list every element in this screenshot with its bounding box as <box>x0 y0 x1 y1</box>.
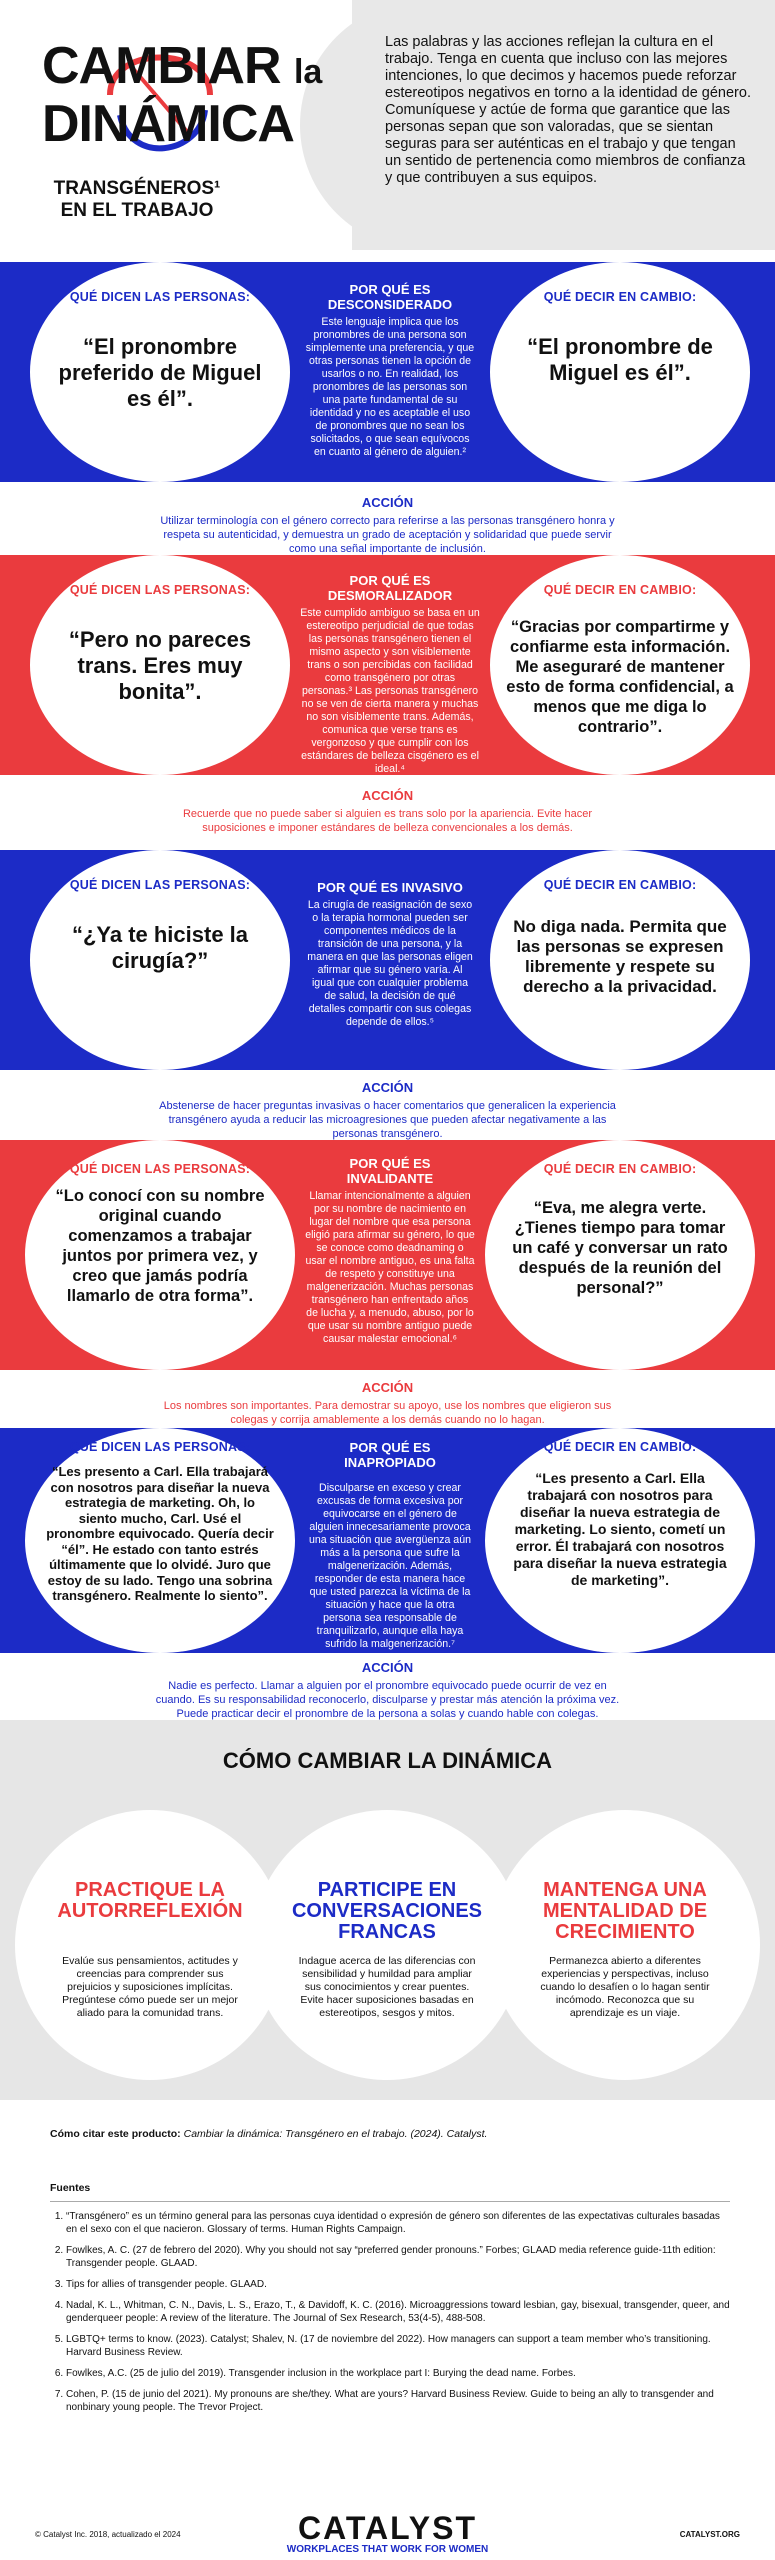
section-3-left-label: QUÉ DICEN LAS PERSONAS: <box>69 878 251 892</box>
source-item[interactable]: 4. Nadal, K. L., Whitman, C. N., Davis, L. S., Erazo, T., & Davidoff, K. C. (2016). Microaggressions toward lesbian, gay, bisexual, transgender, queer, and genderqueer people: A review of the literature. The Journal of Sex Research, 53(4-5), 488-508. <box>66 2299 730 2325</box>
how-card-3-title: MANTENGA UNA MENTALIDAD DE CRECIMIENTO <box>542 1879 708 1943</box>
section-5-right-label: QUÉ DECIR EN CAMBIO: <box>543 1440 697 1454</box>
section-2-left <box>45 583 275 705</box>
source-item[interactable]: 7. Cohen, P. (15 de junio del 2021). My pronouns are she/they. What are yours? Harvard Business Review. Guide to being an ally to transgender and nonbinary young people. The Trevor Project. <box>66 2388 730 2414</box>
section-3-mid-head: POR QUÉ ES INVASIVO <box>317 880 463 895</box>
section-1-mid-head: POR QUÉ ES DESCONSIDERADO <box>327 282 453 312</box>
section-1-right-quote: “El pronombre de Miguel es él”. <box>527 334 713 385</box>
page-title <box>42 37 323 153</box>
section-5-right <box>505 1440 735 1589</box>
section-5-mid-text: Disculparse en exceso y crear excusas de forma excesiva por equivocarse en el género de alguien innecesariamente provoca una situación que avergüenza aún más a la persona que sufre la malgenerización. Además, responder de esta manera hace que usted parezca la víctima de la situación y hace que la otra persona sea responsable de tranquilizarlo, aunque ella haya sufrido la malgenerización.⁷ <box>309 1482 471 1650</box>
section-5-mid-head: POR QUÉ ES INAPROPIADO <box>344 1440 436 1470</box>
section-5-left-label: QUÉ DICEN LAS PERSONAS: <box>69 1440 251 1454</box>
section-2 <box>0 555 775 775</box>
sources-head: Fuentes <box>50 2182 91 2194</box>
site-link[interactable]: CATALYST.ORG <box>679 2530 740 2539</box>
footer <box>0 2510 775 2560</box>
section-3-right-quote: No diga nada. Permita que las personas se expresen libremente y respete su derecho a la privacidad. <box>513 917 727 996</box>
header <box>0 0 775 250</box>
section-4-mid <box>305 1156 475 1346</box>
section-2-accion-text: Recuerde que no puede saber si alguien es trans solo por la apariencia. Evite hacer suposiciones e imponer estándares de belleza convencionales a los demás. <box>182 808 593 834</box>
how-card-2-title: PARTICIPE EN CONVERSACIONES FRANCAS <box>291 1879 483 1943</box>
section-4-mid-text: Llamar intencionalmente a alguien por su nombre de nacimiento en lugar del nombre que esa persona eligió para afirmar su género, lo que se conoce como deadnaming o usar el nombre antiguo, es una falta de respeto y constituye una malgenerización. Muchas personas transgénero han enfrentado años de lucha y, a menudo, abuso, por lo que usar su nombre antiguo puede causar malestar emocional.⁶ <box>305 1190 475 1345</box>
how-card-3-text: Permanezca abierto a diferentes experiencias y perspectivas, incluso cuando lo desafíen o lo hagan sentir incómodo. Reconozca que su aprendizaje es un viaje. <box>540 1955 710 2019</box>
section-2-right-label: QUÉ DECIR EN CAMBIO: <box>543 583 697 597</box>
how-card-2 <box>252 1810 522 2080</box>
intro-text: Las palabras y las acciones reflejan la cultura en el trabajo. Tenga en cuenta que incluso con las mejores intenciones, lo que decimos y hacemos puede reforzar estereotipos negativos en torno a la identidad de género. Comuníquese y actúe de forma que garantice que las personas sepan que son valoradas, que se sientan seguras para ser auténticas en el trabajo y que tengan un sentido de pertenencia como miembros de confianza y que contribuyen a sus equipos. <box>385 34 751 186</box>
section-3-accion <box>0 1080 775 1141</box>
section-5-mid <box>305 1440 475 1651</box>
section-2-left-label: QUÉ DICEN LAS PERSONAS: <box>69 583 251 597</box>
section-1-accion-head: ACCIÓN <box>361 495 414 510</box>
page-subtitle: TRANSGÉNEROS¹ EN EL TRABAJO <box>53 178 221 221</box>
section-1-mid-text: Este lenguaje implica que los pronombres de una persona son simplemente una preferencia, y que otras personas tienen la opción de usarlos o no. En realidad, los pronombres de las personas son una parte fundamental de su identidad y no es aceptable el uso de pronombres que no sean los solicitados, o que sean equívocos en cuanto al género de alguien.² <box>305 316 475 458</box>
section-3-right-label: QUÉ DECIR EN CAMBIO: <box>543 878 697 892</box>
section-1-left <box>45 290 275 412</box>
source-item[interactable]: 5. LGBTQ+ terms to know. (2023). Catalyst; Shalev, N. (17 de noviembre del 2022). How managers can support a team member who’s transitioning. Harvard Business Review. <box>66 2333 730 2359</box>
section-1-right <box>505 290 735 386</box>
section-3 <box>0 850 775 1070</box>
section-4-accion-head: ACCIÓN <box>361 1380 414 1395</box>
citation-text: Cambiar la dinámica: Transgénero en el trabajo. (2024). Catalyst. <box>183 2128 488 2140</box>
how-to-change-section <box>0 1720 775 2100</box>
title-line2: DINÁMICA <box>42 95 294 153</box>
section-2-accion <box>0 788 775 835</box>
section-2-right <box>505 583 735 737</box>
source-item[interactable]: 2. Fowlkes, A. C. (27 de febrero del 2020). Why you should not say “preferred gender pronouns.” Forbes; GLAAD media reference guide-11th edition: Transgender people. GLAAD. <box>66 2244 730 2270</box>
sources <box>50 2182 730 2422</box>
section-3-right <box>505 878 735 997</box>
section-4 <box>0 1140 775 1370</box>
how-card-2-text: Indague acerca de las diferencias con sensibilidad y humildad para ampliar sus conocimientos y crear puentes. Evite hacer suposiciones basadas en estereotipos, sesgos y mitos. <box>298 1955 476 2019</box>
section-1-mid <box>305 282 475 459</box>
section-5-left <box>45 1440 275 1604</box>
section-4-left-quote: “Lo conocí con su nombre original cuando comenzamos a trabajar juntos por primera vez, y creo que jamás podría llamarlo de otra forma”. <box>55 1187 265 1305</box>
section-2-left-quote: “Pero no pareces trans. Eres muy bonita”. <box>68 627 252 704</box>
copyright: © Catalyst Inc. 2018, actualizado el 2024 <box>35 2530 181 2539</box>
section-5-accion <box>0 1660 775 1721</box>
how-card-1 <box>15 1810 285 2080</box>
section-1-left-label: QUÉ DICEN LAS PERSONAS: <box>69 290 251 304</box>
section-2-mid-head: POR QUÉ ES DESMORALIZADOR <box>327 573 453 603</box>
section-3-accion-text: Abstenerse de hacer preguntas invasivas o hacer comentarios que generalicen la experiencia transgénero ayuda a reducir las microagresiones que pueden afectar negativamente a las personas transgénero. <box>159 1100 616 1140</box>
source-item[interactable]: 6. Fowlkes, A.C. (25 de julio del 2019). Transgender inclusion in the workplace part I: Burying the dead name. Forbes. <box>66 2367 730 2380</box>
section-5-accion-text: Nadie es perfecto. Llamar a alguien por el pronombre equivocado puede ocurrir de vez en cuando. Es su responsabilidad reconocerlo, disculparse y prestar más atención la próxima vez. Puede practicar decir el pronombre de la persona a solas y cuando hable con colegas. <box>155 1680 620 1720</box>
section-3-left-quote: “¿Ya te hiciste la cirugía?” <box>71 922 249 973</box>
section-4-right-label: QUÉ DECIR EN CAMBIO: <box>543 1162 697 1176</box>
section-2-mid-text: Este cumplido ambiguo se basa en un estereotipo perjudicial de que todas las personas transgénero tienen el mismo aspecto y son visiblemente trans o son percibidas con facilidad como transgénero por otras personas.³ Las personas transgénero no se ven de cierta manera y muchas no son visiblemente trans. Además, comunica que verse trans es vergonzoso y que cumplir con los estándares de belleza cisgénero es el ideal.⁴ <box>300 607 480 775</box>
source-item[interactable]: 3. Tips for allies of transgender people. GLAAD. <box>66 2278 730 2291</box>
title-line1: CAMBIAR <box>42 37 281 95</box>
catalyst-logo[interactable]: CATALYST <box>298 2510 477 2546</box>
section-3-left <box>45 878 275 974</box>
how-card-3 <box>490 1810 760 2080</box>
section-3-mid <box>305 880 475 1029</box>
citation <box>50 2128 487 2140</box>
section-5-right-quote: “Les presento a Carl. Ella trabajará con nosotros para diseñar la nueva estrategia de marketing. Lo siento, cometí un error. Él trabajará con nosotros para diseñar la nueva estrategia de marketing”. <box>513 1470 727 1588</box>
section-1-right-label: QUÉ DECIR EN CAMBIO: <box>543 290 697 304</box>
how-card-1-text: Evalúe sus pensamientos, actitudes y creencias para comprender sus prejuicios y suposiciones implícitas. Pregúntese cómo puede ser un mejor aliado para la comunidad trans. <box>62 1955 238 2019</box>
section-4-accion-text: Los nombres son importantes. Para demostrar su apoyo, use los nombres que eligieron sus colegas y corrija amablemente a los demás cuando no lo hagan. <box>163 1400 612 1426</box>
section-4-right-quote: “Eva, me alegra verte. ¿Tienes tiempo para tomar un café y conversar un rato después de la reunión del personal?” <box>512 1199 728 1297</box>
section-4-mid-head: POR QUÉ ES INVALIDANTE <box>346 1156 434 1186</box>
title-la: la <box>293 53 323 91</box>
citation-label: Cómo citar este producto: <box>50 2128 181 2140</box>
section-2-mid <box>300 573 480 776</box>
section-4-right <box>505 1162 735 1298</box>
section-1-accion-text: Utilizar terminología con el género correcto para referirse a las personas transgénero honra y respeta su autenticidad, y demuestra un grado de aceptación y solidaridad que puede servir como una señal importante de inclusión. <box>160 515 615 555</box>
section-3-mid-text: La cirugía de reasignación de sexo o la terapia hormonal pueden ser componentes médicos de la transición de una persona, y la manera en que las personas eligen afirmar que su género varía. Al igual que con cualquier problema de salud, la decisión de qué detalles compartir con sus colegas depende de ellos.⁵ <box>307 899 473 1028</box>
section-4-accion <box>0 1380 775 1427</box>
section-3-accion-head: ACCIÓN <box>361 1080 414 1095</box>
sources-divider <box>50 2201 730 2202</box>
how-card-1-title: PRACTIQUE LA AUTORREFLEXIÓN <box>57 1879 243 1922</box>
section-1-left-quote: “El pronombre preferido de Miguel es él”. <box>58 334 262 411</box>
section-5-accion-head: ACCIÓN <box>361 1660 414 1675</box>
logo-tagline: WORKPLACES THAT WORK FOR WOMEN <box>286 2544 489 2555</box>
section-4-left-label: QUÉ DICEN LAS PERSONAS: <box>69 1162 251 1176</box>
sources-list <box>50 2210 730 2414</box>
section-1-accion <box>0 495 775 556</box>
section-2-accion-head: ACCIÓN <box>361 788 414 803</box>
section-2-right-quote: “Gracias por compartirme y confiarme esta información. Me aseguraré de mantener esto de forma confidencial, a menos que me diga lo contrario”. <box>506 618 734 736</box>
section-1 <box>0 262 775 482</box>
section-5 <box>0 1428 775 1653</box>
source-item[interactable]: 1. “Transgénero” es un término general para las personas cuya identidad o expresión de género son diferentes de las expectativas culturales basadas en el sexo con el que nacieron. Glossary of terms. Human Rights Campaign. <box>66 2210 730 2236</box>
section-5-left-quote: “Les presento a Carl. Ella trabajará con nosotros para diseñar la nueva estrategia de marketing. Oh, lo siento mucho, Carl. Usé el pronombre equivocado. Quería decir “él”. He estado con tanto estrés últimamente que lo olvidé. Juro que estoy de su lado. Tengo una sobrina transgénero. Realmente lo siento”. <box>46 1464 274 1603</box>
section-4-left <box>45 1162 275 1306</box>
how-title: CÓMO CAMBIAR LA DINÁMICA <box>222 1748 553 1773</box>
